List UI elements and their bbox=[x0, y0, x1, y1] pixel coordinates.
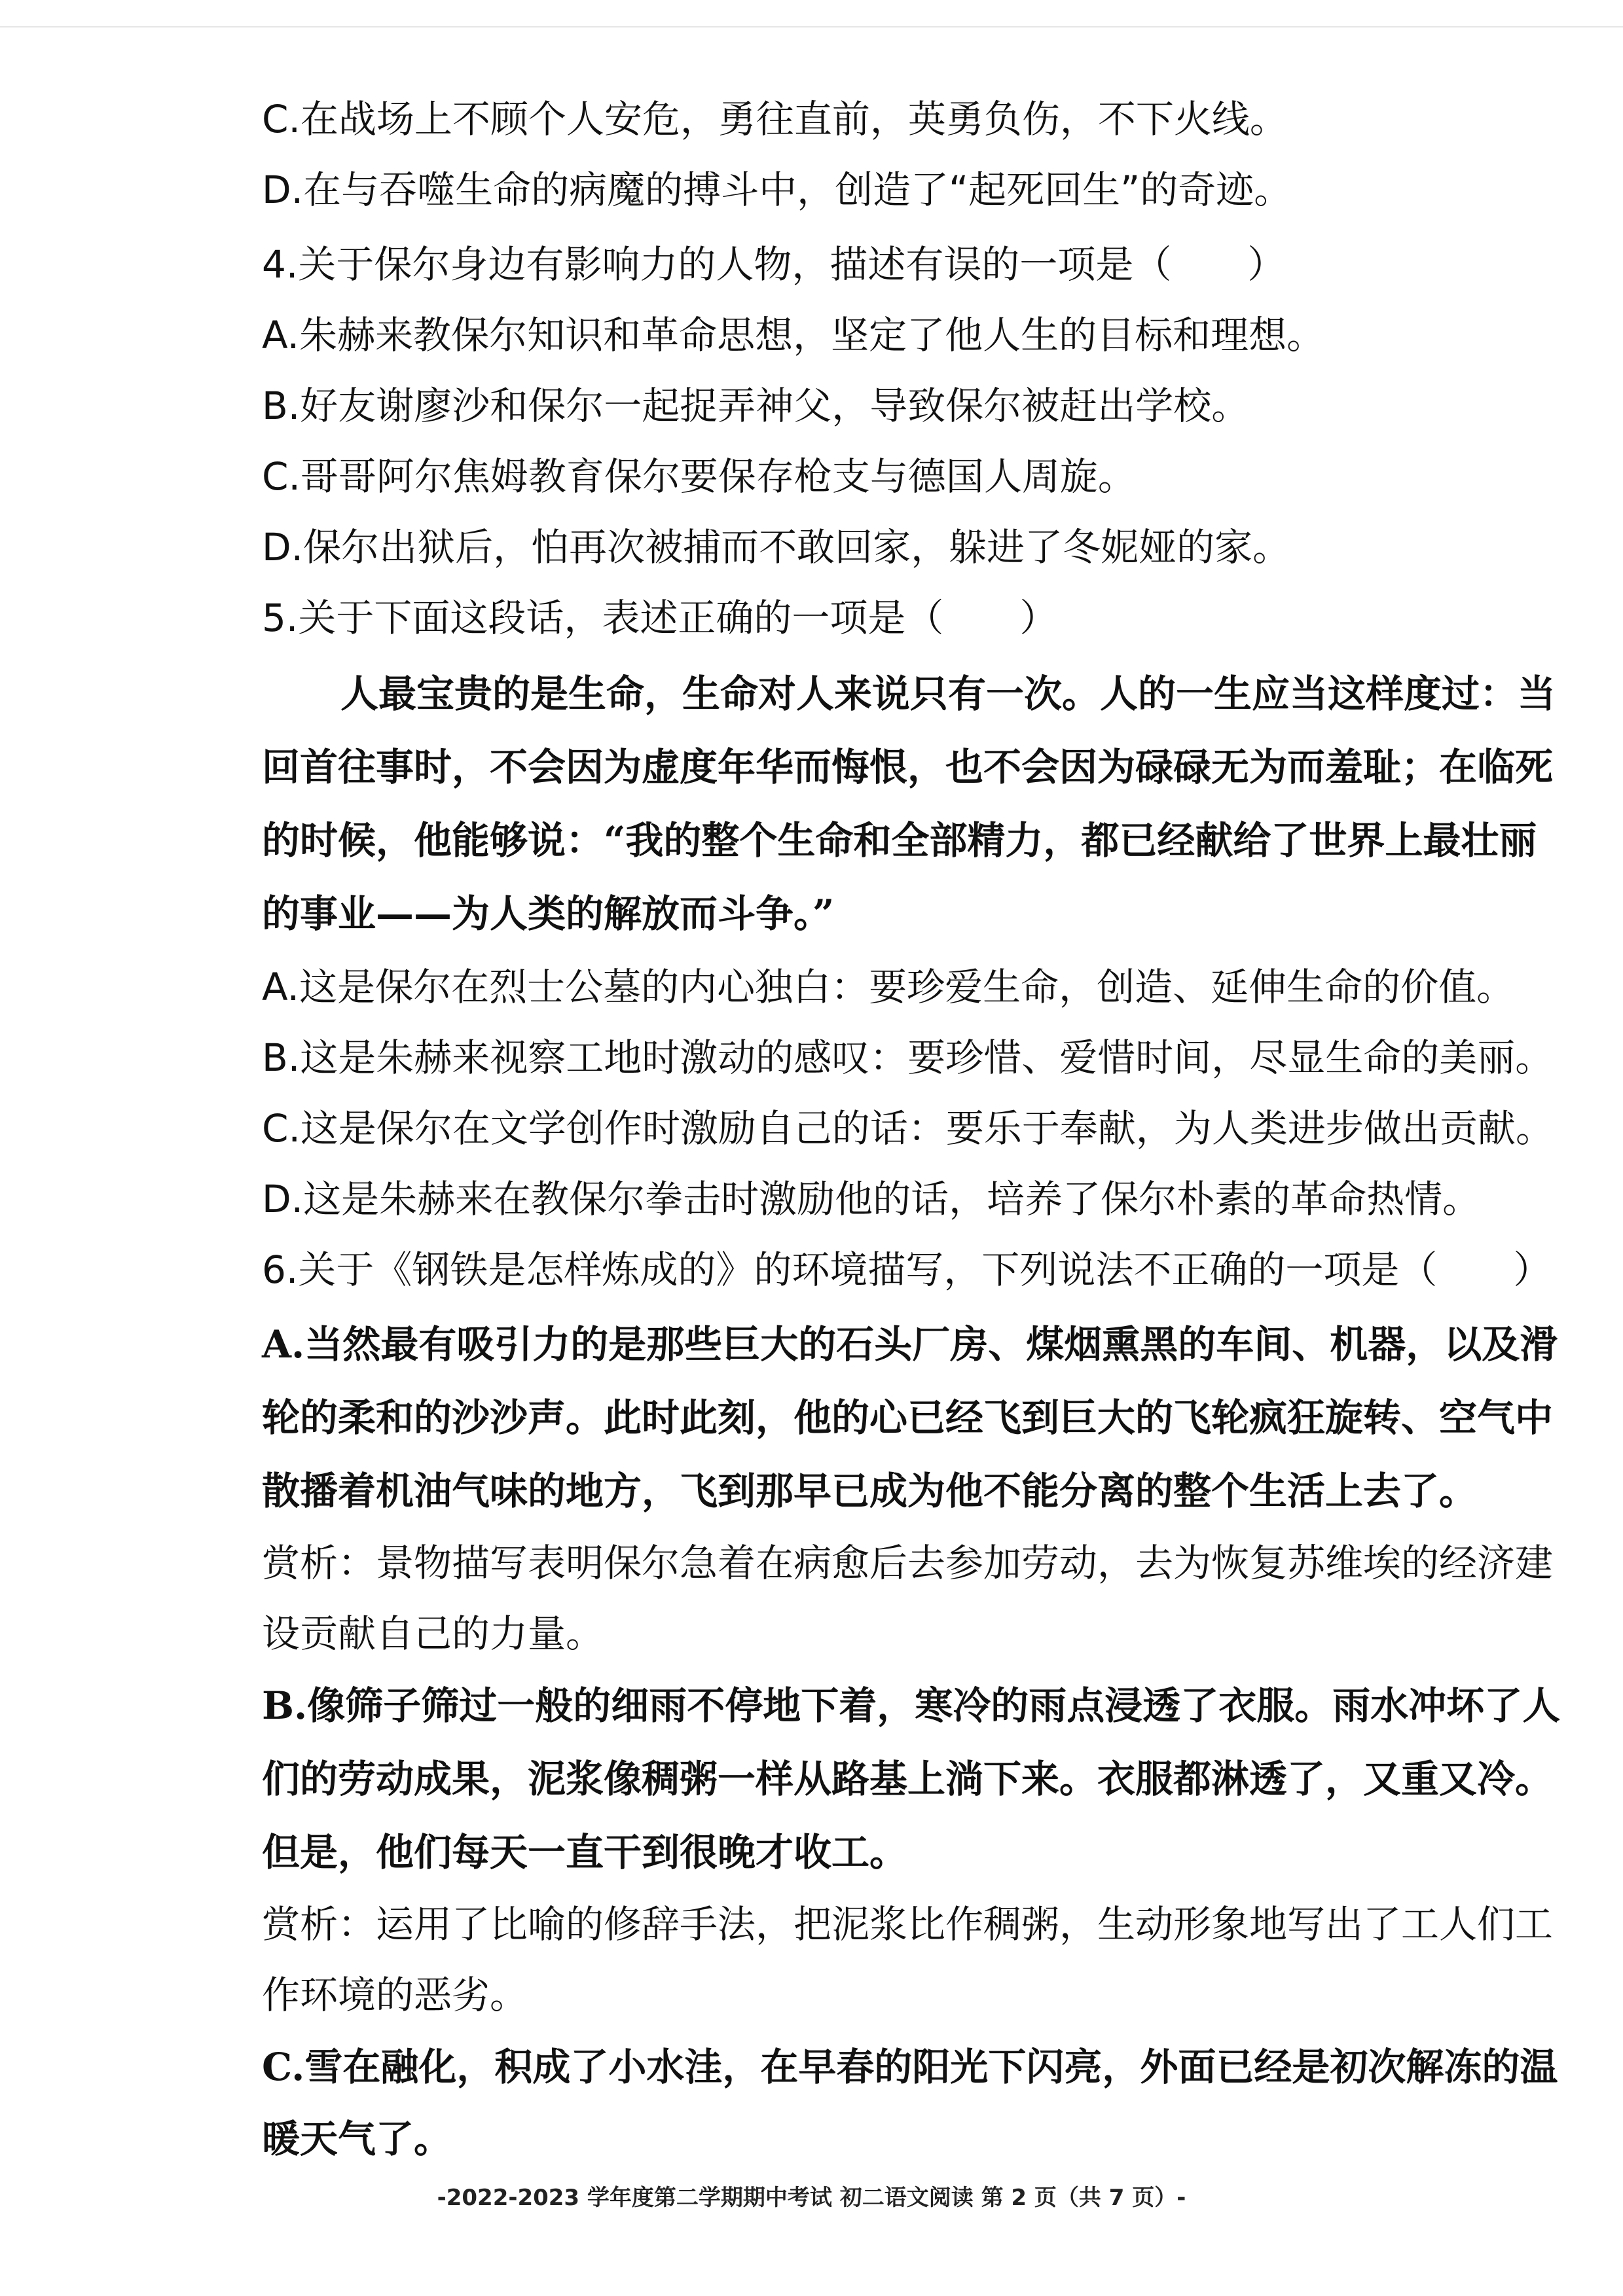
option-4b: B.好友谢廖沙和保尔一起捉弄神父，导致保尔被赶出学校。 bbox=[262, 384, 1250, 428]
passage-line: 的时候，他能够说：“我的整个生命和全部精力，都已经献给了世界上最壮丽 bbox=[262, 818, 1537, 863]
page-top-edge bbox=[0, 26, 1623, 27]
question-5: 5.关于下面这段话，表述正确的一项是（ ） bbox=[262, 596, 1058, 640]
option-4d: D.保尔出狱后，怕再次被捕而不敢回家，躲进了冬妮娅的家。 bbox=[262, 525, 1291, 569]
option-6a-text: 轮的柔和的沙沙声。此时此刻，他的心已经飞到巨大的飞轮疯狂旋转、空气中 bbox=[262, 1395, 1554, 1440]
question-4: 4.关于保尔身边有影响力的人物，描述有误的一项是（ ） bbox=[262, 242, 1286, 287]
option-6b-text: 但是，他们每天一直干到很晚才收工。 bbox=[262, 1830, 908, 1874]
passage-line: 回首往事时，不会因为虚度年华而悔恨，也不会因为碌碌无为而羞耻；在临死 bbox=[262, 745, 1554, 789]
passage-line: 的事业——为人类的解放而斗争。” bbox=[262, 891, 835, 936]
option-4a: A.朱赫来教保尔知识和革命思想，坚定了他人生的目标和理想。 bbox=[262, 313, 1325, 357]
analysis-6b: 作环境的恶劣。 bbox=[262, 1973, 528, 2017]
analysis-6a: 赏析：景物描写表明保尔急着在病愈后去参加劳动，去为恢复苏维埃的经济建 bbox=[262, 1541, 1554, 1585]
option-6a-text: 散播着机油气味的地方，飞到那早已成为他不能分离的整个生活上去了。 bbox=[262, 1469, 1478, 1513]
passage-line: 人最宝贵的是生命，生命对人来说只有一次。人的一生应当这样度过：当 bbox=[340, 672, 1556, 716]
option-5a: A.这是保尔在烈士公墓的内心独白：要珍爱生命，创造、延伸生命的价值。 bbox=[262, 965, 1515, 1009]
option-6b-text: 们的劳动成果，泥浆像稠粥一样从路基上淌下来。衣服都淋透了，又重又冷。 bbox=[262, 1757, 1554, 1801]
option-6c-text: 暖天气了。 bbox=[262, 2117, 452, 2161]
analysis-6a: 设贡献自己的力量。 bbox=[262, 1611, 604, 1656]
question-6: 6.关于《钢铁是怎样炼成的》的环境描写，下列说法不正确的一项是（ ） bbox=[262, 1247, 1552, 1292]
option-6b-text: B.像筛子筛过一般的细雨不停地下着，寒冷的雨点浸透了衣服。雨水冲坏了人 bbox=[262, 1683, 1561, 1728]
option-3c: C.在战场上不顾个人安危，勇往直前，英勇负伤，不下火线。 bbox=[262, 97, 1288, 141]
option-4c: C.哥哥阿尔焦姆教育保尔要保存枪支与德国人周旋。 bbox=[262, 454, 1136, 499]
option-6a-text: A.当然最有吸引力的是那些巨大的石头厂房、煤烟熏黑的车间、机器，以及滑 bbox=[262, 1322, 1558, 1367]
option-6c-text: C.雪在融化，积成了小水洼，在早春的阳光下闪亮，外面已经是初次解冻的温 bbox=[262, 2045, 1558, 2089]
analysis-6b: 赏析：运用了比喻的修辞手法，把泥浆比作稠粥，生动形象地写出了工人们工 bbox=[262, 1902, 1554, 1946]
page-footer: -2022-2023 学年度第二学期期中考试 初二语文阅读 第 2 页（共 7 页）- bbox=[437, 2185, 1186, 2211]
option-5d: D.这是朱赫来在教保尔拳击时激励他的话，培养了保尔朴素的革命热情。 bbox=[262, 1177, 1481, 1221]
option-5b: B.这是朱赫来视察工地时激动的感叹：要珍惜、爱惜时间，尽显生命的美丽。 bbox=[262, 1035, 1554, 1080]
option-5c: C.这是保尔在文学创作时激励自己的话：要乐于奉献，为人类进步做出贡献。 bbox=[262, 1106, 1554, 1151]
option-3d: D.在与吞噬生命的病魔的搏斗中，创造了“起死回生”的奇迹。 bbox=[262, 168, 1292, 212]
